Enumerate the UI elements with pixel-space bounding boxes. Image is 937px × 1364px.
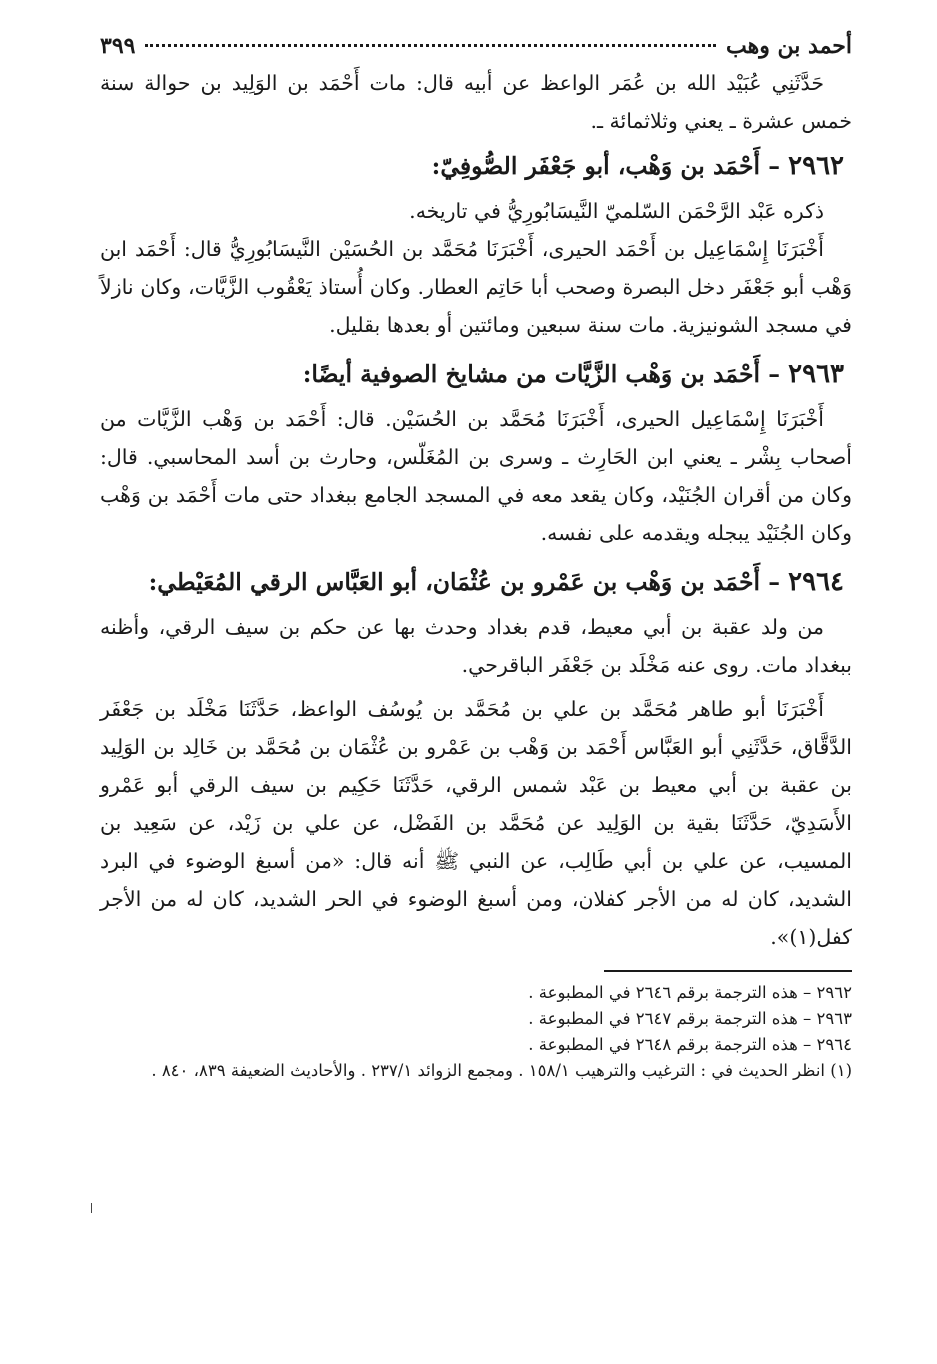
intro-paragraph: حَدَّثَنِي عُبَيْد الله بن عُمَر الواعظ عن أبيه قال: مات أَحْمَد بن الوَلِيد بن حوالة سنة خمس عشرة ـ يعني وثلاثمائة ـ. [100,71,852,133]
entry-heading-2963: ٢٩٦٣ – أَحْمَد بن وَهْب الزَّيَّات من مشايخ الصوفية أيضًا: [302,359,844,389]
entry-title: أَحْمَد بن وَهْب، أبو جَعْفَر الصُّوفِيّ: [431,152,761,180]
footnote: ٢٩٦٤ – هذه الترجمة برقم ٢٦٤٨ في المطبوعة . [528,1035,852,1054]
entry-heading-2964: ٢٩٦٤ – أَحْمَد بن وَهْب بن عَمْرو بن عُثْمَان، أبو العَبَّاس الرقي المُعَيْطي: [148,567,844,597]
running-head [100,28,852,64]
book-page [100,28,852,1084]
entry-paragraph: من ولد عقبة بن أبي معيط، قدم بغداد وحدث بها عن حكم بن سيف الرقي، وأظنه ببغداد مات. روى عنه مَخْلَد بن جَعْفَر الباقرحي. [100,615,852,677]
footnote: ٢٩٦٣ – هذه الترجمة برقم ٢٦٤٧ في المطبوعة . [528,1009,852,1028]
entry-title: أَحْمَد بن وَهْب الزَّيَّات من مشايخ الصوفية أيضًا: [302,360,761,388]
running-head-title: أحمد بن وهب [726,33,852,59]
entry-number: ٢٩٦٢ [788,151,844,181]
entry-paragraph: ذكره عَبْد الرَّحْمَن السّلميّ النَّيسَابُورِيُّ في تاريخه. [409,199,824,223]
entry-title: أَحْمَد بن وَهْب بن عَمْرو بن عُثْمَان، أبو العَبَّاس الرقي المُعَيْطي: [148,568,761,596]
entry-heading-2962: ٢٩٦٢ – أَحْمَد بن وَهْب، أبو جَعْفَر الصُّوفِيّ: [431,151,844,181]
entry-number: ٢٩٦٣ [788,359,844,389]
leader-dots [145,44,716,47]
entry-paragraph: أَخْبَرَنَا أبو طاهر مُحَمَّد بن علي بن مُحَمَّد بن يُوسُف الواعظ، حَدَّثَنَا مَخْلَد بن جَعْفَر الدَّقَّاق، حَدَّثَنِي أبو العَبَّاس أَحْمَد بن وَهْب بن عَمْرو بن عُثْمَان بن مُحَمَّد بن خَالِد بن الوَلِيد بن عقبة بن أبي معيط بن عَبْد شمس الرقي، حَدَّثَنَا حَكِيم بن سيف الرقي أبو عَمْرو الأَسَدِيّ، حَدَّثَنَا بقية بن الوَلِيد عن مُحَمَّد بن الفَضْل، عن علي بن زَيْد، عن سَعِيد بن المسيب، عن علي بن أبي طَالِب، عن النبي ﷺ أنه قال: «من أسبغ الوضوء في البرد الشديد، كان له من الأجر كفلان، ومن أسبغ الوضوء في الحر الشديد، كان له من الأجر كفل(١)». [100,697,852,949]
margin-mark [91,1203,92,1213]
footnote-rule [604,970,852,972]
page-number: ٣٩٩ [100,33,136,59]
entry-paragraph: أَخْبَرَنَا إِسْمَاعِيل الحيرى، أَخْبَرَنَا مُحَمَّد بن الحُسَيْن. قال: أَحْمَد بن وَهْب الزَّيَّات من أصحاب بِشْر ـ يعني ابن الحَارِث ـ وسرى بن المُغَلّس، وحارث بن أسد المحاسبي. قال: وكان من أقران الجُنَيْد، وكان يقعد معه في المسجد الجامع ببغداد حتى مات أَحْمَد بن وَهْب وكان الجُنَيْد يبجله ويقدمه على نفسه. [100,407,852,545]
footnote: (١) انظر الحديث في : الترغيب والترهيب ١٥٨/١ . ومجمع الزوائد ٢٣٧/١ . والأحاديث الضعيفة ٨٣٩، ٨٤٠ . [151,1061,852,1080]
entry-number: ٢٩٦٤ [788,567,844,597]
footnotes [100,980,852,1084]
footnote: ٢٩٦٢ – هذه الترجمة برقم ٢٦٤٦ في المطبوعة . [528,983,852,1002]
entry-paragraph: أَخْبَرَنَا إِسْمَاعِيل بن أَحْمَد الحيرى، أَخْبَرَنَا مُحَمَّد بن الحُسَيْن النَّيسَابُورِيُّ قال: أَحْمَد ابن وَهْب أبو جَعْفَر دخل البصرة وصحب أبا حَاتِم العطار. وكان أُستاذ يَعْقُوب الزَّيَّات، وكان نازلاً في مسجد الشونيزية. مات سنة سبعين ومائتين أو بعدها بقليل. [100,237,852,337]
